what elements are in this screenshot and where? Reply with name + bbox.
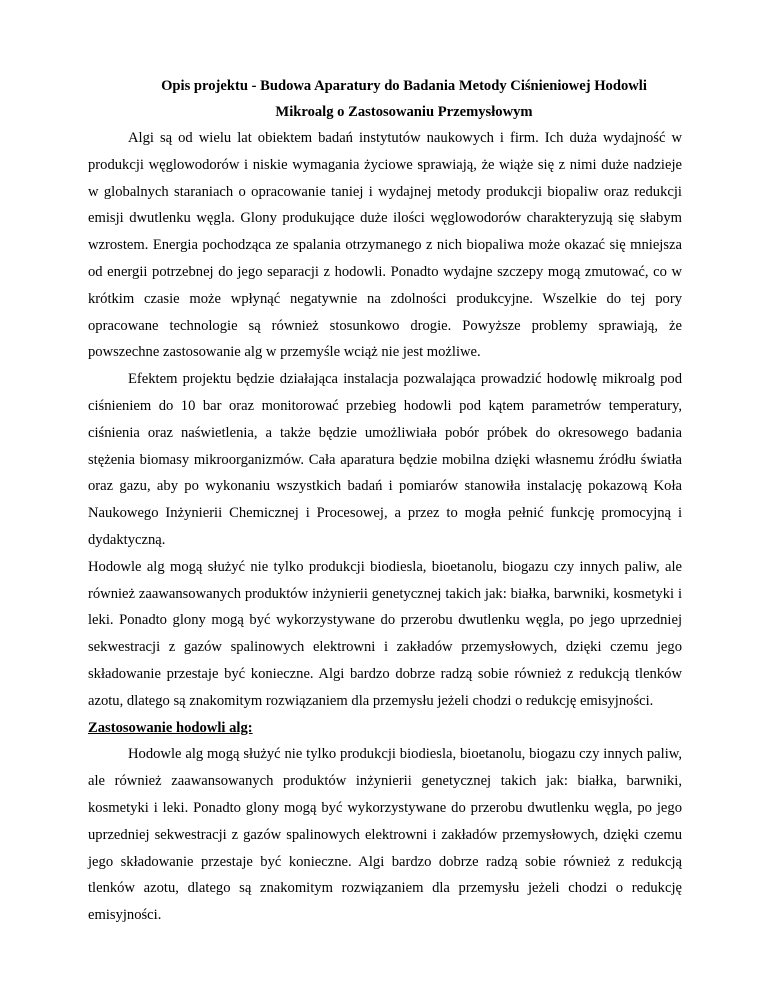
document-title-line-2: Mikroalg o Zastosowaniu Przemysłowym bbox=[275, 104, 533, 120]
document-title bbox=[88, 73, 682, 125]
paragraph-section-body: Hodowle alg mogą służyć nie tylko produkcji biodiesla, bioetanolu, biogazu czy innych paliw, ale również zaawansowanych produktów inżynierii genetycznej takich jak: białka, barwniki, kosmetyki i leki. Ponadto glony mogą być wykorzystywane do przerobu dwutlenku węgla, po jego uprzedniej sekwestracji z gazów spalinowych elektrowni i zakładów przemysłowych, dzięki czemu jego składowanie przestaje być konieczne. Algi bardzo dobrze radzą sobie również z redukcją tlenków azotu, dlatego są znakomitym rozwiązaniem dla przemysłu jeżeli chodzi o redukcję emisyjności. bbox=[88, 746, 682, 924]
document-body bbox=[88, 73, 682, 929]
paragraph-project-outcome: Efektem projektu będzie działająca instalacja pozwalająca prowadzić hodowlę mikroalg pod ciśnieniem do 10 bar oraz monitorować przebieg hodowli pod kątem parametrów temperatury, ciśnienia oraz naświetlenia, a także będzie umożliwiała pobór próbek do okresowego badania stężenia biomasy mikroorganizmów. Cała aparatura będzie mobilna dzięki własnemu źródłu światła oraz gazu, aby po wykonaniu wszystkich badań i pomiarów stanowiła instalację pokazową Koła Naukowego Inżynierii Chemicznej i Procesowej, a przez to mogła pełnić funkcję promocyjną i dydaktyczną. bbox=[88, 371, 682, 548]
document-title-line-1: Opis projektu - Budowa Aparatury do Badania Metody Ciśnieniowej Hodowli bbox=[161, 78, 647, 94]
section-heading: Zastosowanie hodowli alg: bbox=[88, 719, 253, 736]
paragraph-intro: Algi są od wielu lat obiektem badań instytutów naukowych i firm. Ich duża wydajność w produkcji węglowodorów i niskie wymagania życiowe sprawiają, że wiąże się z nimi duże nadzieje w globalnych staraniach o opracowanie taniej i wydajnej metody produkcji biopaliw oraz redukcji emisji dwutlenku węgla. Glony produkujące duże ilości węglowodorów charakteryzują się słabym wzrostem. Energia pochodząca ze spalania otrzymanego z nich biopaliwa może okazać się mniejsza od energii potrzebnej do jego separacji z hodowli. Ponadto wydajne szczepy mogą zmutować, co w krótkim czasie może wpłynąć negatywnie na zdolności produkcyjne. Wszelkie do tej pory opracowane technologie są również stosunkowo drogie. Powyższe problemy sprawiają, że powszechne zastosowanie alg w przemyśle wciąż nie jest możliwe. bbox=[88, 130, 682, 361]
paragraph-applications: Hodowle alg mogą służyć nie tylko produkcji biodiesla, bioetanolu, biogazu czy innych paliw, ale również zaawansowanych produktów inżynierii genetycznej takich jak: białka, barwniki, kosmetyki i leki. Ponadto glony mogą być wykorzystywane do przerobu dwutlenku węgla, po jego uprzedniej sekwestracji z gazów spalinowych elektrowni i zakładów przemysłowych, dzięki czemu jego składowanie przestaje być konieczne. Algi bardzo dobrze radzą sobie również z redukcją tlenków azotu, dlatego są znakomitym rozwiązaniem dla przemysłu jeżeli chodzi o redukcję emisyjności. bbox=[88, 558, 682, 709]
